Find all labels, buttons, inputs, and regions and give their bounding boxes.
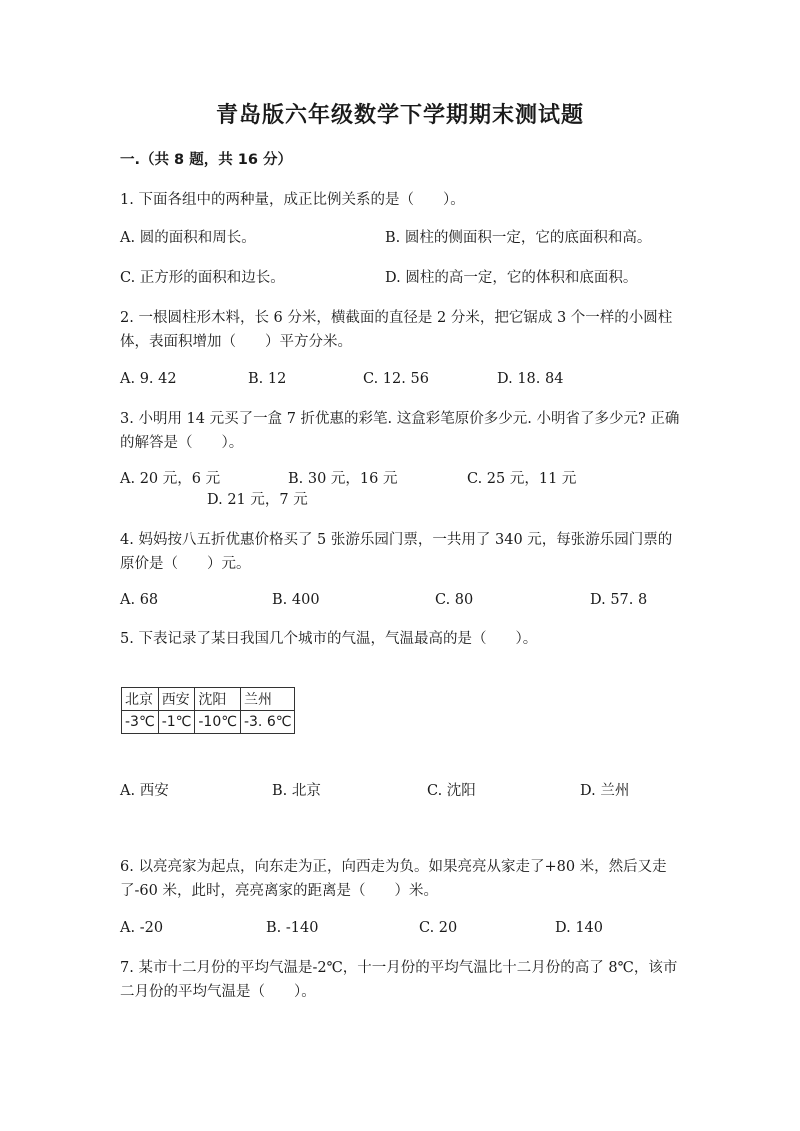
- section-heading: 一.（共 8 题，共 16 分）: [120, 152, 292, 168]
- table-cell: -1℃: [158, 711, 195, 734]
- table-cell: -10℃: [195, 711, 241, 734]
- question-7-stem: 7. 某市十二月份的平均气温是-2℃，十一月份的平均气温比十二月份的高了 8℃，该市二月份的平均气温是（ ）。: [120, 960, 678, 1000]
- table-header-row: [122, 688, 295, 711]
- question-3-option-c[interactable]: C. 25 元，11 元: [467, 471, 577, 487]
- question-2-stem: 2. 一根圆柱形木料，长 6 分米，横截面的直径是 2 分米，把它锯成 3 个一样的小圆柱体，表面积增加（ ）平方分米。: [120, 310, 673, 350]
- question-3-option-b[interactable]: B. 30 元，16 元: [288, 471, 398, 487]
- temperature-table: [121, 687, 295, 734]
- question-4-option-d[interactable]: D. 57. 8: [590, 592, 648, 608]
- question-3-option-a[interactable]: A. 20 元，6 元: [120, 471, 221, 487]
- question-6-option-b[interactable]: B. -140: [266, 920, 319, 936]
- table-header-cell: 沈阳: [195, 688, 241, 711]
- question-4-option-b[interactable]: B. 400: [272, 592, 320, 608]
- question-1-option-d[interactable]: D. 圆柱的高一定，它的体积和底面积。: [385, 270, 638, 286]
- question-5-option-a[interactable]: A. 西安: [120, 783, 169, 799]
- question-6-option-d[interactable]: D. 140: [555, 920, 604, 936]
- question-4-option-c[interactable]: C. 80: [435, 592, 474, 608]
- table-row: [122, 711, 295, 734]
- question-1-stem: 1. 下面各组中的两种量，成正比例关系的是（ ）。: [120, 192, 465, 208]
- page-title: 青岛版六年级数学下学期期末测试题: [215, 103, 584, 128]
- question-5-stem: 5. 下表记录了某日我国几个城市的气温，气温最高的是（ ）。: [120, 631, 538, 647]
- question-4-stem: 4. 妈妈按八五折优惠价格买了 5 张游乐园门票，一共用了 340 元，每张游乐园门票的原价是（ ）元。: [120, 532, 673, 572]
- question-4-option-a[interactable]: A. 68: [120, 592, 159, 608]
- question-2-option-d[interactable]: D. 18. 84: [497, 371, 564, 387]
- question-6-stem: 6. 以亮亮家为起点，向东走为正，向西走为负。如果亮亮从家走了+80 米，然后又走了-60 米，此时，亮亮离家的距离是（ ）米。: [120, 859, 667, 899]
- question-3-option-d[interactable]: D. 21 元，7 元: [207, 492, 308, 508]
- question-5-option-c[interactable]: C. 沈阳: [427, 783, 476, 799]
- question-5-option-d[interactable]: D. 兰州: [580, 783, 630, 799]
- question-5-option-b[interactable]: B. 北京: [272, 783, 321, 799]
- table-header-cell: 北京: [122, 688, 159, 711]
- question-6-option-c[interactable]: C. 20: [419, 920, 458, 936]
- question-3-stem: 3. 小明用 14 元买了一盒 7 折优惠的彩笔. 这盒彩笔原价多少元. 小明省了多少元? 正确的解答是（ ）。: [120, 411, 680, 451]
- question-1-option-c[interactable]: C. 正方形的面积和边长。: [120, 270, 285, 286]
- table-header-cell: 兰州: [240, 688, 295, 711]
- question-6-option-a[interactable]: A. -20: [120, 920, 164, 936]
- question-2-option-b[interactable]: B. 12: [248, 371, 287, 387]
- table-header-cell: 西安: [158, 688, 195, 711]
- question-2-option-c[interactable]: C. 12. 56: [363, 371, 429, 387]
- table-cell: -3. 6℃: [240, 711, 295, 734]
- question-1-option-a[interactable]: A. 圆的面积和周长。: [120, 230, 256, 246]
- question-2-option-a[interactable]: A. 9. 42: [120, 371, 177, 387]
- table-cell: -3℃: [122, 711, 159, 734]
- question-1-option-b[interactable]: B. 圆柱的侧面积一定，它的底面积和高。: [385, 230, 652, 246]
